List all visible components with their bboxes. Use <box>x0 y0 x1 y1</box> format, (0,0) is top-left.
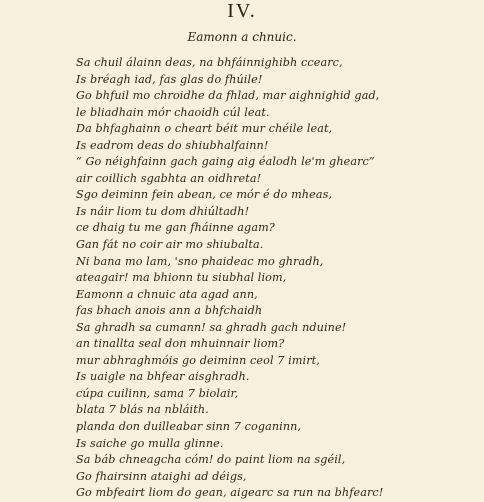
poem-line: Sa ghradh sa cumann! sa ghradh gach nduine! <box>76 320 347 334</box>
poem-line: “ Go néighfainn gach gaing aig éalodh le'm ghearc” <box>76 155 375 169</box>
poem-line: cúpa cuilinn, sama 7 biolair, <box>76 386 239 400</box>
poem-line: air coillich sgabhta an oidhreta! <box>76 171 262 185</box>
poem-line: Is bréagh iad, fas glas do fhúile! <box>76 72 263 86</box>
poem-line: Eamonn a chnuic ata agad ann, <box>76 287 258 301</box>
poem-line: an tinallta seal don mhuinnair liom? <box>76 337 285 351</box>
poem-line: Is saiche go mulla glinne. <box>76 436 224 450</box>
poem-line: Sa chuil álainn deas, na bhfáinnighibh ccearc, <box>76 56 343 69</box>
poem-line: fas bhach anois ann a bhfchaidh <box>76 304 263 318</box>
poem-line: mur abhraghmóis go deiminn ceol 7 imirt, <box>76 353 320 367</box>
poem-line: Is náir liom tu dom dhiúltadh! <box>76 204 250 218</box>
poem-line: Da bhfaghainn o cheart béit mur chéile leat, <box>76 122 333 136</box>
poem-line: ce dhaig tu me gan fháinne agam? <box>76 221 275 235</box>
poem-line: Go fhairsinn ataighi ad déigs, <box>76 469 247 483</box>
poem-title: Eamonn a chnuic. <box>187 30 297 44</box>
poem-line: planda don duilleabar sinn 7 coganinn, <box>76 420 302 434</box>
poem-line: Is uaigle na bhfear aisghradh. <box>76 370 250 384</box>
poem-line: Ni bana mo lam, 'sno phaideac mo ghradh, <box>76 254 324 268</box>
poem-body <box>76 55 476 502</box>
poem-line: Go bhfuil mo chroidhe da fhlad, mar aighnighid gad, <box>76 89 380 103</box>
poem-line: Go mbfeairt liom do gean, aigearc sa run na bhfearc! <box>76 486 384 500</box>
poem-line: le bliadhain mór chaoidh cúl leat. <box>76 105 270 119</box>
chapter-numeral: IV. <box>227 0 257 22</box>
poem-line: Sgo deiminn fein abean, ce mór é do mheas, <box>76 188 333 202</box>
poem-line: blata 7 blás na nbláith. <box>76 403 209 417</box>
poem-line: Is eadrom deas do shiubhalfainn! <box>76 138 269 152</box>
poem-line: Gan fát no coir air mo shiubalta. <box>76 238 264 252</box>
poem-line: ateagair! ma bhionn tu siubhal liom, <box>76 271 287 285</box>
poem-line: Sa báb chneagcha cóm! do paint liom na sgéil, <box>76 453 346 467</box>
